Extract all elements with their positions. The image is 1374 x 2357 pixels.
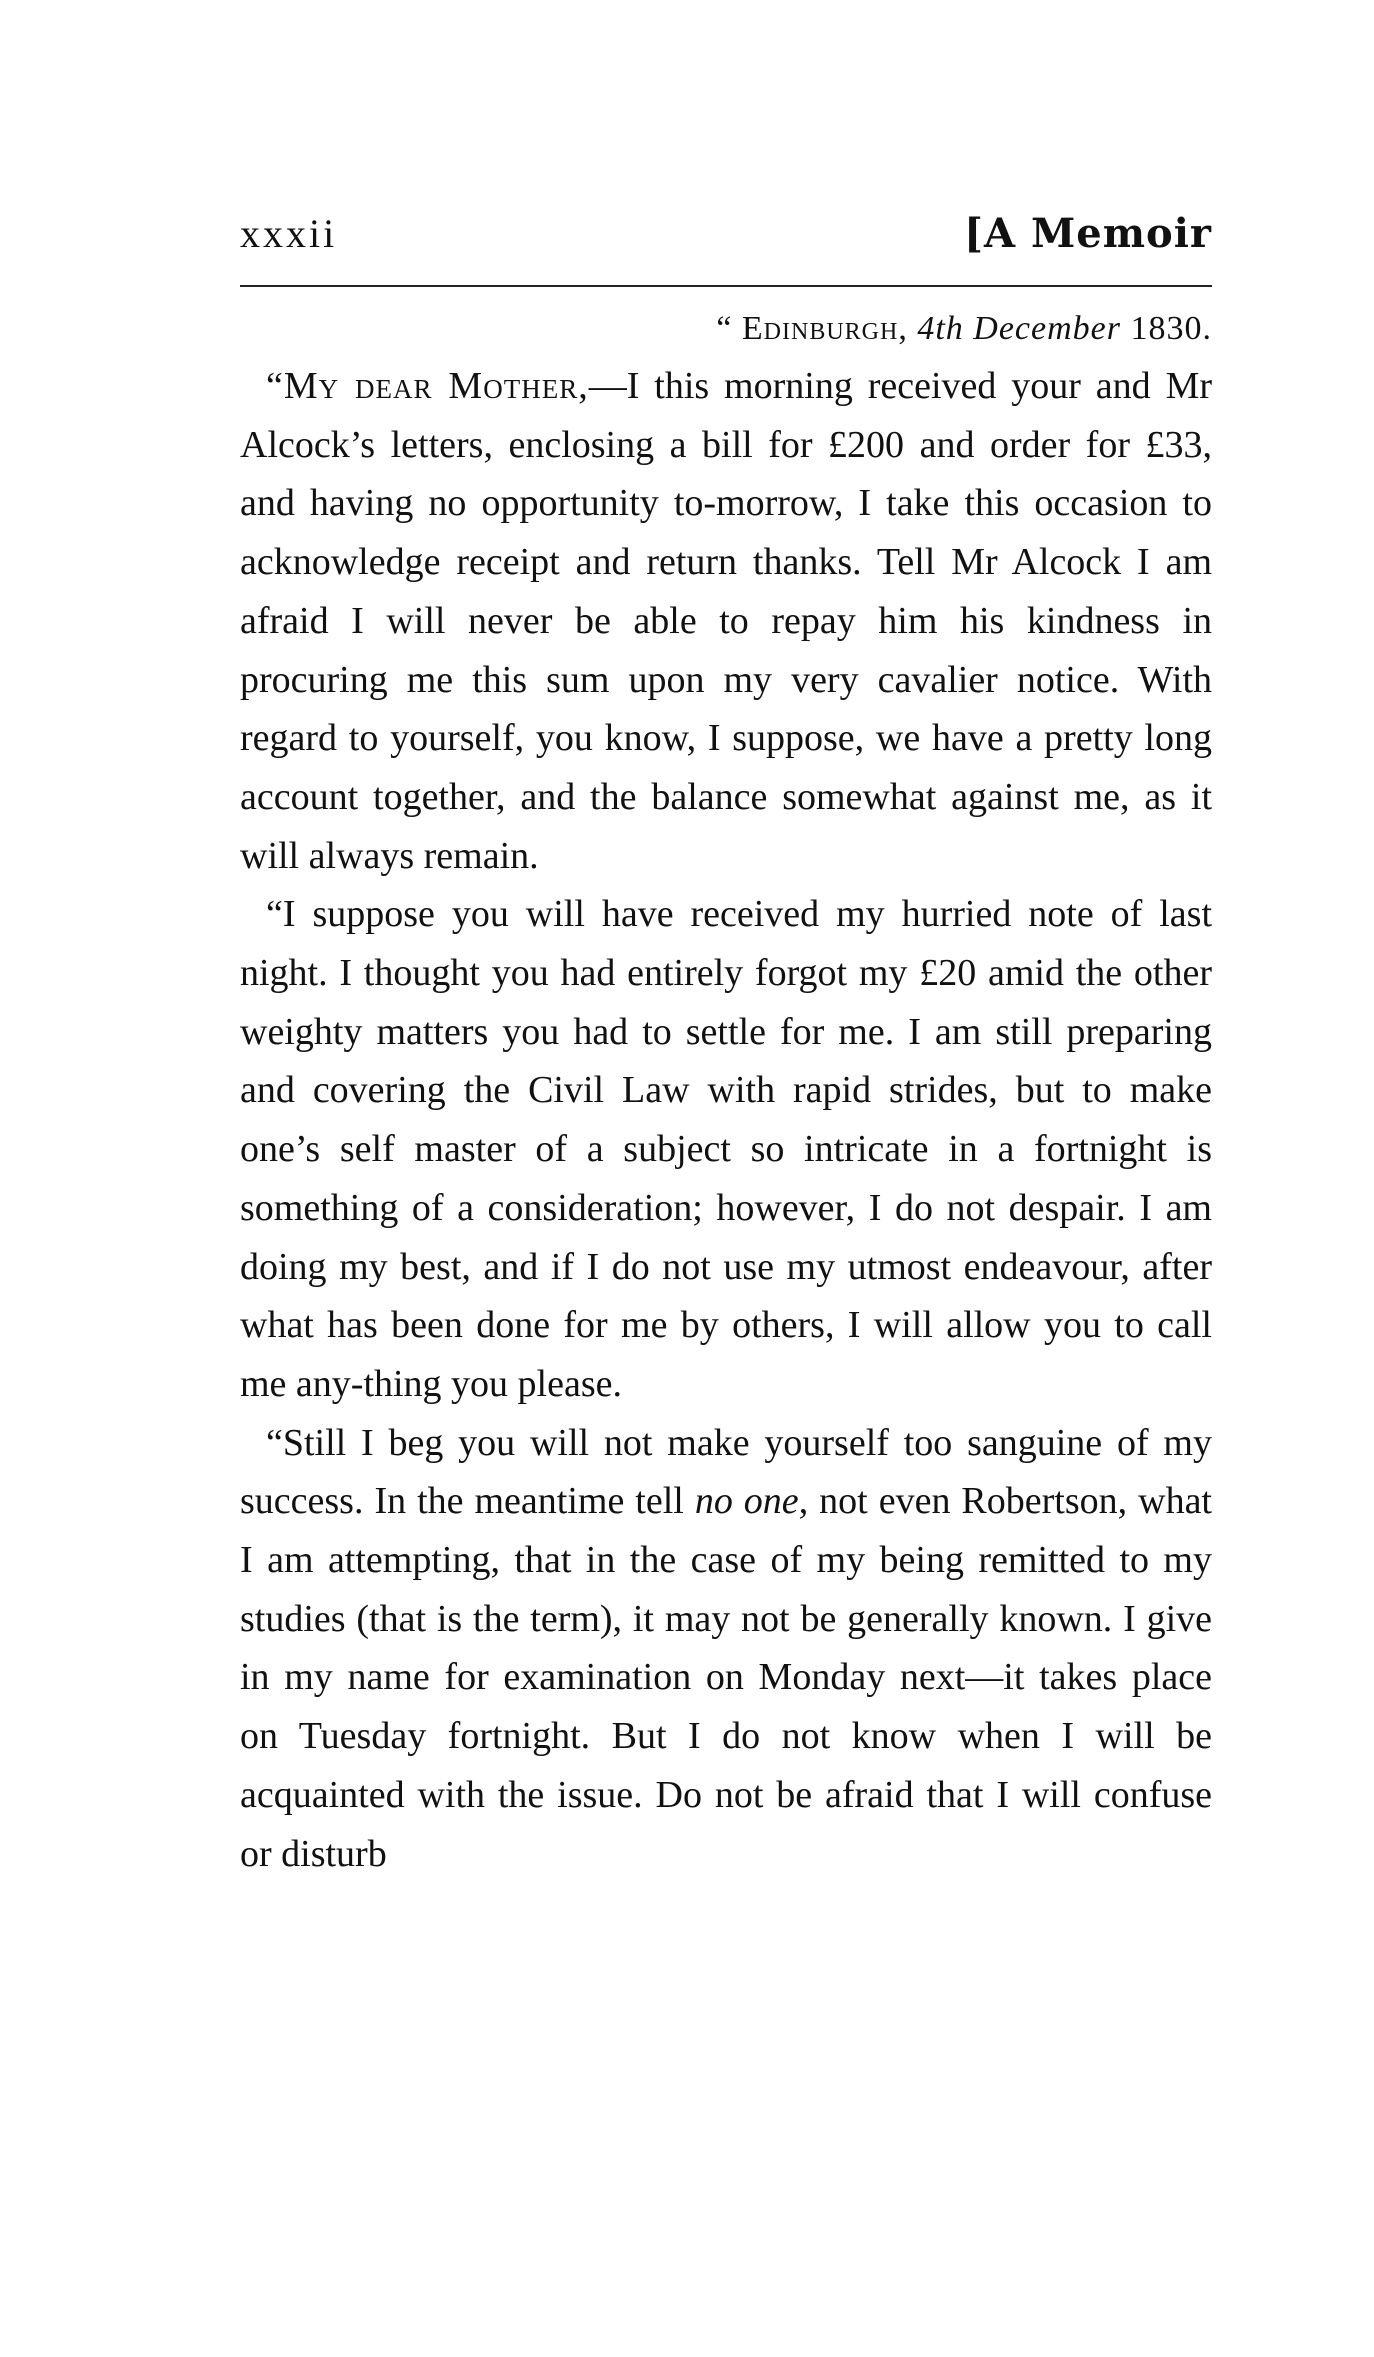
page-header xyxy=(240,210,1212,275)
dateline-year: 1830. xyxy=(1130,310,1212,347)
paragraph-3-text-after: , not even Robertson, what I am attempting, that in the case of my being remitted to my studies (that is the term), it may not be generally known. I give in my name for examination on Monday next—it takes place on Tuesday fortnight. But I do not know when I will be acquainted with the issue. Do not be afraid that I will confuse or disturb xyxy=(240,1480,1212,1875)
letter-dateline xyxy=(240,309,1212,349)
paragraph-2-text: “I suppose you will have received my hurried note of last night. I thought you had entirely forgot my £20 amid the other weighty matters you had to settle for me. I am still preparing and covering the Civil Law with rapid strides, but to make one’s self master of a subject so intricate in a fortnight is something of a consideration; however, I do not despair. I am doing my best, and if I do not use my utmost endeavour, after what has been done for me by others, I will allow you to call me any-thing you please. xyxy=(240,893,1212,1405)
paragraph-1-text: —I this morning received your and Mr Alcock’s letters, enclosing a bill for £200 and order for £33, and having no opportunity to-morrow, I take this occasion to acknowledge receipt and return thanks. Tell Mr Alcock I am afraid I will never be able to repay him his kindness in procuring me this sum upon my very cavalier notice. With regard to yourself, you know, I suppose, we have a pretty long account together, and the balance somewhat against me, as it will always remain. xyxy=(240,365,1213,877)
header-rule xyxy=(240,285,1212,287)
dateline-date: 4th December xyxy=(917,310,1121,347)
salutation: “My dear Mother, xyxy=(266,365,589,407)
dateline-place: “ Edinburgh, xyxy=(716,310,908,347)
letter-body xyxy=(240,357,1212,1883)
paragraph-3-text-before: “Still I beg you will not make yourself too sanguine of my success. In the meantime tell xyxy=(240,1421,1212,1523)
page-number: xxxii xyxy=(240,211,338,256)
paragraph-3 xyxy=(240,1414,1212,1884)
paragraph-2 xyxy=(240,885,1212,1413)
paragraph-3-emphasis: no one xyxy=(694,1480,799,1523)
running-title: [A Memoir xyxy=(964,210,1212,257)
paragraph-1 xyxy=(240,357,1212,885)
book-page xyxy=(240,210,1212,1883)
